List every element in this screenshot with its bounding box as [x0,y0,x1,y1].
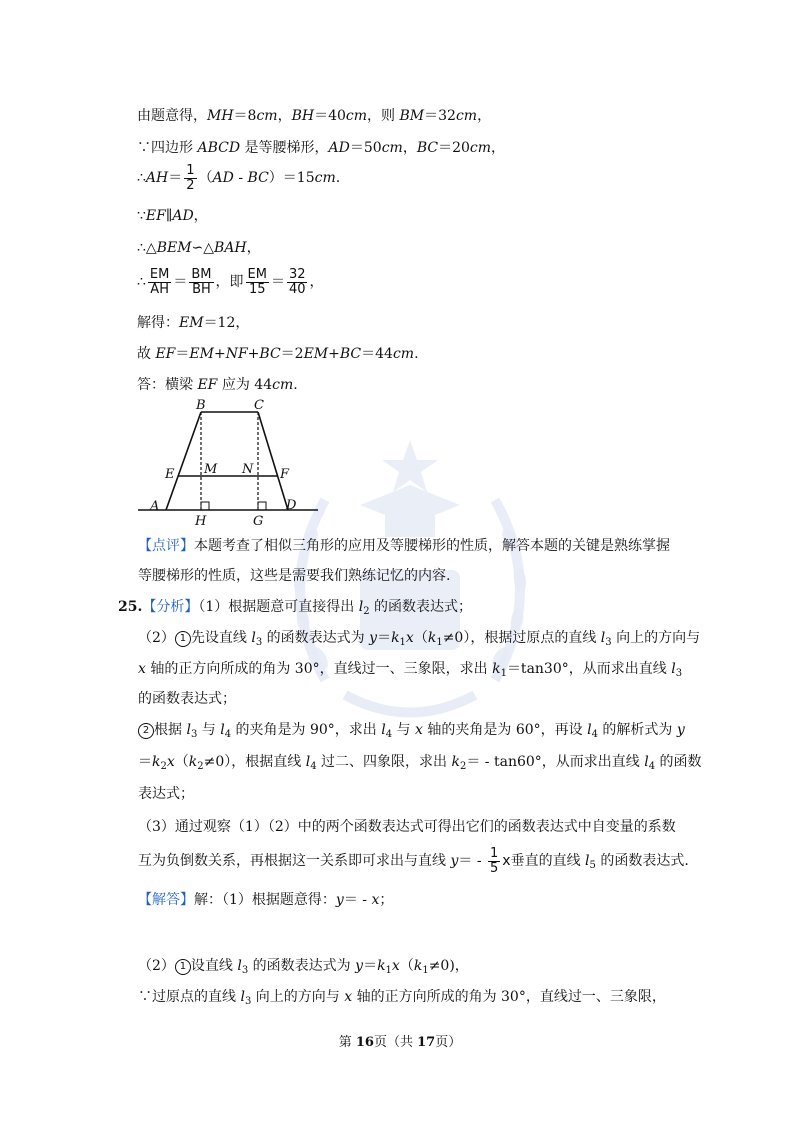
q25-analysis-line-8: （3）通过观察（1）（2）中的两个函数表达式可得出它们的函数表达式中自变量的系数 [138,819,676,835]
solution-line-8: 故 EF＝EM+NF+BC＝2EM+BC＝44cm. [137,346,419,362]
label-c: C [254,398,264,413]
comment-line-1: 【点评】本题考查了相似三角形的应用及等腰梯形的性质，解答本题的关键是熟练掌握 [138,538,670,554]
q25-analysis-line-6: $=k_2x(k_2\ne 0)$，根据直线 $l_4$ 过二、四象限，求出 $k_2= - \tan 60^\circ$，从而求出直线 $l_4$ 的函数 [138,754,702,772]
page-number: 16 [355,1035,374,1050]
fraction-em-15: $\frac{EM}{15}$ [247,266,267,297]
q25-analysis-line-3: x 轴的正方向所成的角为 30°，直线过一、三象限，求出 $k_1=\tan 30^\circ$，从而求出直线 $l_3$ [138,661,683,679]
circled-number-1: 1 [175,959,191,975]
label-g: G [253,514,264,529]
solution-line-3: ∴AH＝ $\frac{1}{2}$ （AD - BC）＝15cm. [137,162,341,193]
q25-analysis-line-2: （2） 1 先设直线 $l_3$ 的函数表达式为 $y=k_1x(k_1\ne 0)$，根据过原点的直线 $l_3$ 向上的方向与 [138,630,701,648]
analysis-tag: 【分析】 [142,599,199,615]
q25-answer-line-3: ∵过原点的直线 $l_3$ 向上的方向与 x 轴的正方向所成的角为 30°，直线过一、三象限， [138,989,666,1007]
label-b: B [196,398,206,413]
fraction-em-ah: $\frac{EM}{AH}$ [149,266,170,297]
label-f: F [280,467,290,482]
right-angle-h [201,502,209,510]
circled-number-2: 2 [138,723,154,739]
answer-tag: 【解答】 [138,892,194,908]
label-n: N [242,462,254,477]
q25-analysis-line-7: 表达式； [138,786,194,802]
label-d: D [286,498,297,513]
right-angle-g [258,502,266,510]
q25-analysis-line-4: 的函数表达式； [138,691,236,707]
fraction-bm-bh: $\frac{BM}{BH}$ [191,266,212,297]
solution-line-2: ∵四边形 ABCD 是等腰梯形，AD＝50cm，BC＝20cm， [137,140,506,156]
solution-line-1: 由题意得，MH＝8cm，BH＝40cm，则 BM＝32cm， [137,108,492,124]
q25-analysis-line-9: 互为负倒数关系，再根据这一关系即可求出与直线 y＝ - $\frac{1}{5}$ x垂直的直线 $l_5$ 的函数表达式. [138,845,689,876]
q25-answer-line-2: （2） 1 设直线 $l_3$ 的函数表达式为 $y=k_1x(k_1\ne 0)$， [138,958,469,976]
solution-line-9: 答：横梁 EF 应为 44cm. [137,377,298,393]
trapezoid-figure [138,396,323,531]
q25-answer-line-1: 【解答】解：（1）根据题意得：y＝ - x； [138,892,394,908]
fraction-one-fifth: $\frac{1}{5}$ [490,845,499,876]
solution-line-5: ∴△BEM∽△BAH， [137,240,261,256]
label-h: H [195,514,207,529]
label-a: A [150,499,160,514]
label-e: E [165,467,175,482]
comment-line-2: 等腰梯形的性质，这些是需要我们熟练记忆的内容. [138,568,451,584]
fraction-32-40: $\frac{32}{40}$ [288,266,306,297]
solution-line-4: ∵EF∥AD， [137,208,208,224]
leg-ab [166,412,201,510]
solution-line-7: 解得：EM＝12， [137,315,250,331]
label-m: M [204,462,218,477]
page-total: 17 [417,1035,436,1050]
question-number: 25. [118,599,143,615]
comment-tag: 【点评】 [138,538,194,554]
circled-number-1: 1 [175,631,191,647]
q25-analysis-line-5: 2 根据 $l_3$ 与 $l_4$ 的夹角是为 90°，求出 $l_4$ 与 x 轴的夹角是为 60°，再设 $l_4$ 的解析式为 y [138,720,685,745]
leg-cd [258,412,288,510]
fraction-one-half: $\frac{1}{2}$ [186,162,195,193]
page-footer: 第 16页（共 17页） [338,1035,462,1050]
solution-line-6: ∴ $\frac{EM}{AH}$ ＝ $\frac{BM}{BH}$ ，即 $\frac{EM}{15}$ ＝ $\frac{32}{40}$ ， [137,266,324,297]
q25-analysis-line-1: 25.【分析】（1）根据题意可直接得出 $l_2$ 的函数表达式； [118,599,473,617]
